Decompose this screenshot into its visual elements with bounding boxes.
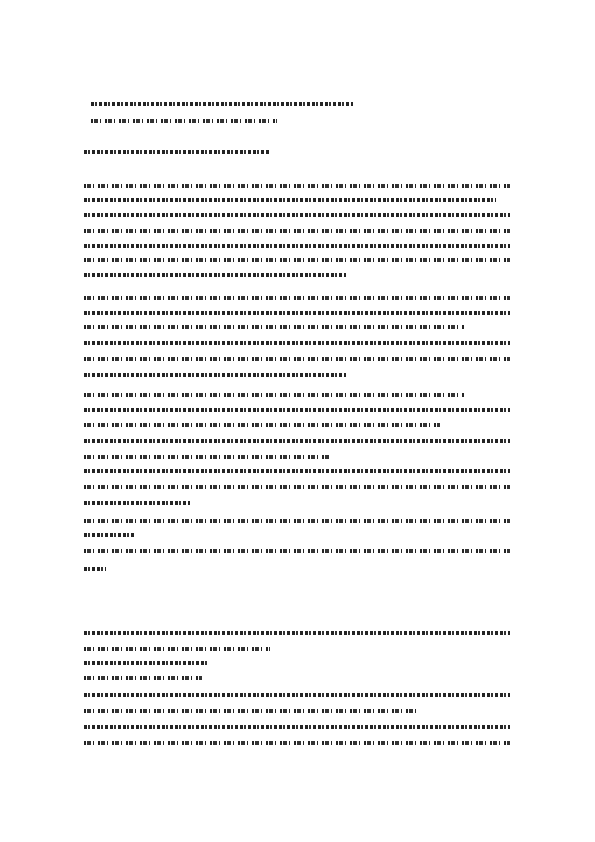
text-line — [84, 566, 106, 572]
text-line — [84, 212, 510, 218]
text-line — [84, 500, 190, 506]
text-line — [84, 149, 270, 155]
text-line — [84, 630, 510, 636]
text-line — [84, 692, 510, 698]
text-line — [84, 228, 510, 234]
text-line — [84, 740, 510, 746]
text-line — [84, 646, 270, 652]
text-line — [84, 548, 510, 554]
text-line — [84, 407, 510, 413]
text-line — [84, 295, 510, 301]
text-line — [84, 675, 202, 681]
text-line — [84, 356, 510, 362]
text-line — [84, 484, 510, 490]
text-line — [84, 324, 464, 330]
text-line — [84, 392, 464, 398]
text-line — [84, 243, 510, 249]
text-line — [84, 422, 440, 428]
text-line — [91, 101, 353, 107]
text-line — [84, 532, 136, 538]
text-line — [84, 724, 510, 730]
text-line — [84, 454, 330, 460]
text-line — [84, 468, 510, 474]
text-line — [84, 272, 346, 278]
text-line — [84, 708, 416, 714]
text-line — [84, 197, 496, 203]
text-line — [84, 340, 510, 346]
text-line — [84, 257, 510, 263]
text-line — [91, 118, 277, 124]
text-line — [84, 518, 510, 524]
text-line — [84, 310, 510, 316]
text-line — [84, 183, 510, 189]
text-line — [84, 372, 346, 378]
text-line — [84, 660, 208, 666]
text-line — [84, 438, 510, 444]
